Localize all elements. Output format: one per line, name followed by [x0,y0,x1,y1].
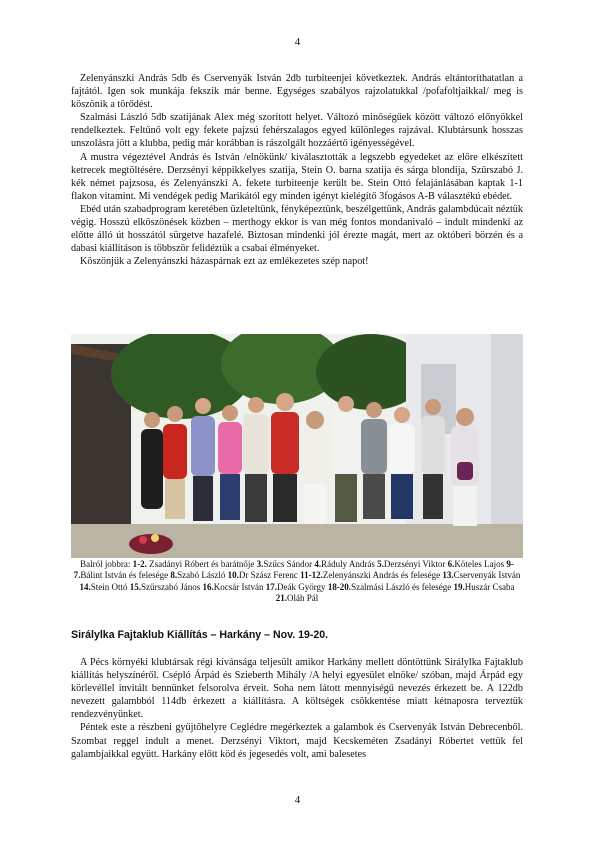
caption-text: Kocsár István [213,581,266,592]
caption-text: Balról jobbra: [80,559,133,569]
caption-text: Stein Ottó [90,581,130,592]
caption-number: 17. [265,581,277,592]
caption-number: 1-2. [132,559,147,569]
caption-number: 9-7. [73,559,514,581]
article-title: Sirálylka Fajtaklub Kiállítás – Harkány – Nov. 19-20. [71,629,329,641]
caption-text: Szűrszabó János [141,581,203,592]
caption-text: Szűcs Sándor [263,559,315,569]
caption-number: 19. [453,581,465,592]
caption-number: 5. [377,559,384,569]
group-photo [71,334,523,558]
caption-number: 16. [202,581,214,592]
caption-number: 21. [275,593,287,604]
caption-text: Szalmási László és felesége [351,581,454,592]
caption-text: Cservenyák István [453,570,521,581]
caption-number: 14. [79,581,91,592]
caption-number: 8. [170,570,178,581]
caption-number: 6. [447,559,455,569]
caption-number: 13. [442,570,454,581]
photo-caption [71,559,523,605]
caption-text: Derzsényi Viktor [383,559,448,569]
caption-number: 11-12. [300,570,323,581]
caption-text: Szabó László [177,570,228,581]
paragraph: A Pécs környéki klubtársak régi kívánsága teljesült amikor Harkány mellett döntöttünk Sirálylka Fajtaklub kiállítás helyszínéről. Csépló Árpád és Szieberth Mihály /A helyi egyesület elnöke/ szóban, majd Árpád egy körlevéllel invitált bennünket felsorolva érveit. Soha nem látott mennyiségű nevezés érkezett be. A 122db nevezett galambból 114db érkezett a kiállításra. A költségek csökkentése miatt kétnaposra terveztük rendezvényünket. [71,657,523,721]
paragraph: A mustra végeztével András és István /elnökünk/ kiválasztották a legszebb egyedeket az előre elkészített ketrecek megtöltésére. Derzsényi képpikkelyes szatija, Stein O. barna szatija és sárga blondija, Szűrszabó J. kék német pajzsosa, és Zelenyánszki A. fekete turbiteenje került be. Stein Ottó felajánlásában kaptak 1-1 flakon vitamint. Mi vendégek pedig Marikától egy minden igényt kielégítő 3fogásos A-B választékú ebédet. [71,151,523,202]
caption-number: 15. [129,581,141,592]
page-number-top: 4 [294,36,301,48]
paragraph: Ebéd után szabadprogram keretében üzleteltünk, fényképeztünk, beszélgettünk, András galambdúcait néztük végig. Hosszú elköszönések közben – merthogy ekkor is van még fontos mondanivaló – indult mindenki az előtte álló út hosszától sürgetve hazafelé. Biztosan mindenki jól érezte magát, mert az októberi börzén és a dabasi kiállításon is többször felidéztük a csabai élményeket. [71,203,523,255]
paragraph: Köszönjük a Zelenyánszki házaspárnak ezt az emlékezetes szép napot! [80,256,369,268]
caption-number: 3. [256,559,264,569]
paragraph: Péntek este a részbeni gyűjtőhelyre Ceglédre megérkeztek a galambok és Cservenyák István Debrecenből. Szombat reggel indult a menet. Derzsényi Viktort, majd Kecskeméten Zsadányi Róbertet vettük fel galambjaikkal együtt. Harkány előtt köd és jegesedés volt, ami balesetes [71,722,523,760]
paragraph: Zelenyánszki András 5db és Cservenyák István 2db turbiteenjei következtek. András eltántoríthatatlan a fajtától. Igen sok munkája fekszik már benne. Egységes szabályos rajzolatukkal /pofafoltjaikkal/ meg is köszönik a törődést. [71,73,523,111]
caption-number: 10. [227,570,239,581]
caption-text: Bálint István és felesége [80,570,171,581]
caption-text: Zsadányi Róbert és barátnője [146,559,257,569]
caption-text: Huszár Csaba [464,581,515,592]
caption-number: 4. [314,559,322,569]
caption-text: Köteles Lajos [454,559,507,569]
article-body-1 [71,72,523,268]
caption-text: Deák György [276,581,328,592]
paragraph: Szalmási László 5db szatijának Alex még szorított helyet. Változó minőségűek között változó előnyökkel rendelkeztek. Feltűnő volt egy fekete pajzsú fehérszalagos egyed különleges rajzával. Klubtársunk hosszas unszolásra jött a klubba, pedig már korábban is rászolgált hozzáértő igényességével. [71,112,523,150]
caption-number: 18-20. [327,581,352,592]
caption-text: Ráduly András [321,559,378,569]
caption-text: Zelenyánszki András és felesége [322,570,443,581]
page-number-bottom: 4 [294,794,301,806]
caption-text: Dr Szász Ferenc [238,570,301,581]
article-body-2 [71,656,523,761]
caption-text: Oláh Pál [287,593,319,604]
